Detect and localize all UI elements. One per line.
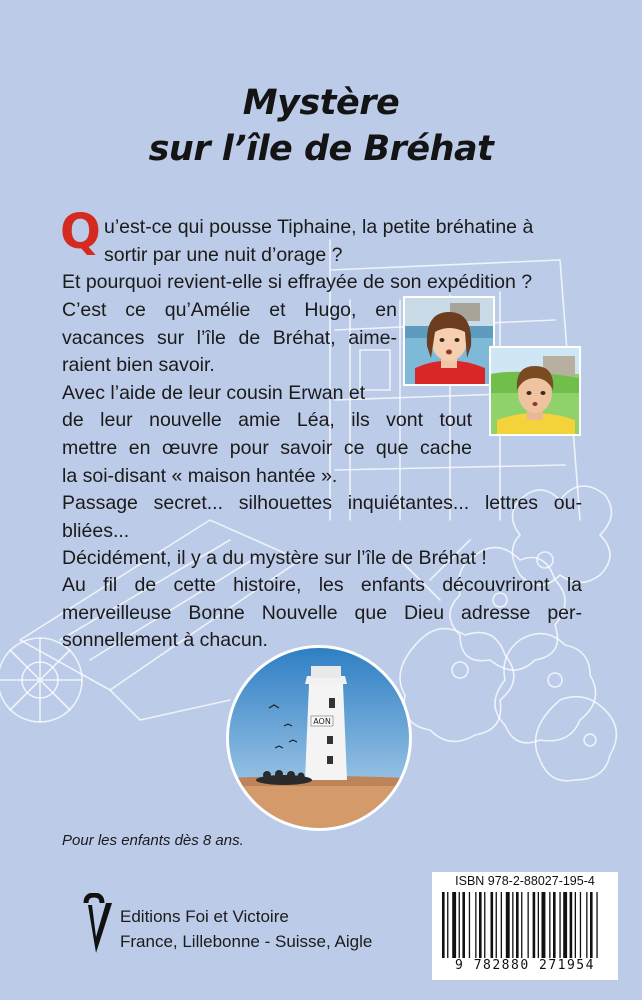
barcode-bar	[475, 892, 476, 958]
barcode-bar	[447, 892, 448, 958]
barcode-bar	[452, 892, 456, 958]
gospel-paragraph	[62, 572, 582, 655]
barcode-bar	[563, 892, 567, 958]
book-title-line-1: Mystère	[242, 83, 400, 123]
blurb-line: C’est ce qu’Amélie et Hugo, en	[62, 299, 397, 321]
barcode-icon	[440, 892, 610, 958]
blurb-line: de leur nouvelle amie Léa, ils vont tout	[62, 409, 472, 432]
blurb-line: raient bien savoir.	[62, 354, 215, 377]
publisher-name: Editions Foi et Victoire	[120, 907, 289, 926]
lighthouse-sign: AON	[313, 717, 331, 726]
barcode-bar	[528, 892, 529, 958]
gospel-line: sonnellement à chacun.	[62, 629, 268, 652]
barcode-bar	[570, 892, 573, 958]
isbn-label: ISBN 978-2-88027-195-4	[455, 874, 595, 888]
blurb-line: Et pourquoi revient-elle si effrayée de son expédition ?	[62, 271, 533, 294]
blurb-line: sortir par une nuit d’orage ?	[104, 243, 343, 266]
barcode-bar	[484, 892, 485, 958]
blurb-line: Décidément, il y a du mystère sur l’île de Bréhat !	[62, 547, 487, 570]
barcode-bar	[496, 892, 497, 958]
barcode-bar	[506, 892, 510, 958]
gospel-line: Au fil de cette histoire, les enfants découvriront la	[62, 574, 582, 596]
barcode-digits: 9 782880 271954	[455, 958, 595, 973]
barcode-bar	[521, 892, 522, 958]
isbn-barcode-box	[432, 872, 618, 980]
blurb-line: Avec l’aide de leur cousin Erwan et	[62, 381, 366, 404]
blurb-line: u’est-ce qui pousse Tiphaine, la petite bréhatine à	[104, 216, 534, 238]
book-title-line-2: sur l’île de Bréhat	[148, 129, 494, 169]
blurb-paragraph	[62, 214, 582, 297]
barcode-bar	[442, 892, 445, 958]
barcode-bar	[469, 892, 470, 958]
barcode-bar	[538, 892, 539, 958]
barcode-bar	[491, 892, 494, 958]
publisher-locations: France, Lillebonne - Suisse, Aigle	[120, 932, 373, 951]
barcode-bar	[553, 892, 556, 958]
blurb-line: Passage secret... silhouettes inquiétantes... lettres ou-	[62, 492, 582, 514]
barcode-bar	[462, 892, 465, 958]
barcode-bar	[575, 892, 576, 958]
publisher-logo-icon	[82, 893, 116, 955]
barcode-bar	[586, 892, 587, 958]
blurb-line: la soi-disant « maison hantée ».	[62, 464, 338, 487]
barcode-bar	[501, 892, 502, 958]
barcode-bar	[533, 892, 536, 958]
barcode-bar	[516, 892, 519, 958]
barcode-bar	[596, 892, 597, 958]
barcode-bar	[549, 892, 550, 958]
barcode-bar	[590, 892, 593, 958]
barcode-bar	[580, 892, 581, 958]
barcode-bar	[459, 892, 460, 958]
lighthouse-illustration	[226, 645, 412, 831]
age-recommendation: Pour les enfants dès 8 ans.	[62, 832, 244, 849]
gospel-line: merveilleuse Bonne Nouvelle que Dieu adresse per-	[62, 601, 582, 624]
drop-cap: Q	[60, 204, 101, 260]
barcode-bar	[559, 892, 560, 958]
blurb-paragraph-narrow	[62, 297, 472, 490]
blurb-paragraph-end	[62, 490, 582, 573]
barcode-bar	[479, 892, 482, 958]
blurb-line: bliées...	[62, 519, 130, 542]
girl-illustration	[403, 296, 495, 386]
blurb-line: mettre en œuvre pour savoir ce que cache	[62, 436, 472, 459]
boy-illustration	[489, 346, 581, 436]
barcode-bar	[542, 892, 546, 958]
barcode-bar	[512, 892, 513, 958]
blurb-line: vacances sur l’île de Bréhat, aime-	[62, 326, 397, 349]
